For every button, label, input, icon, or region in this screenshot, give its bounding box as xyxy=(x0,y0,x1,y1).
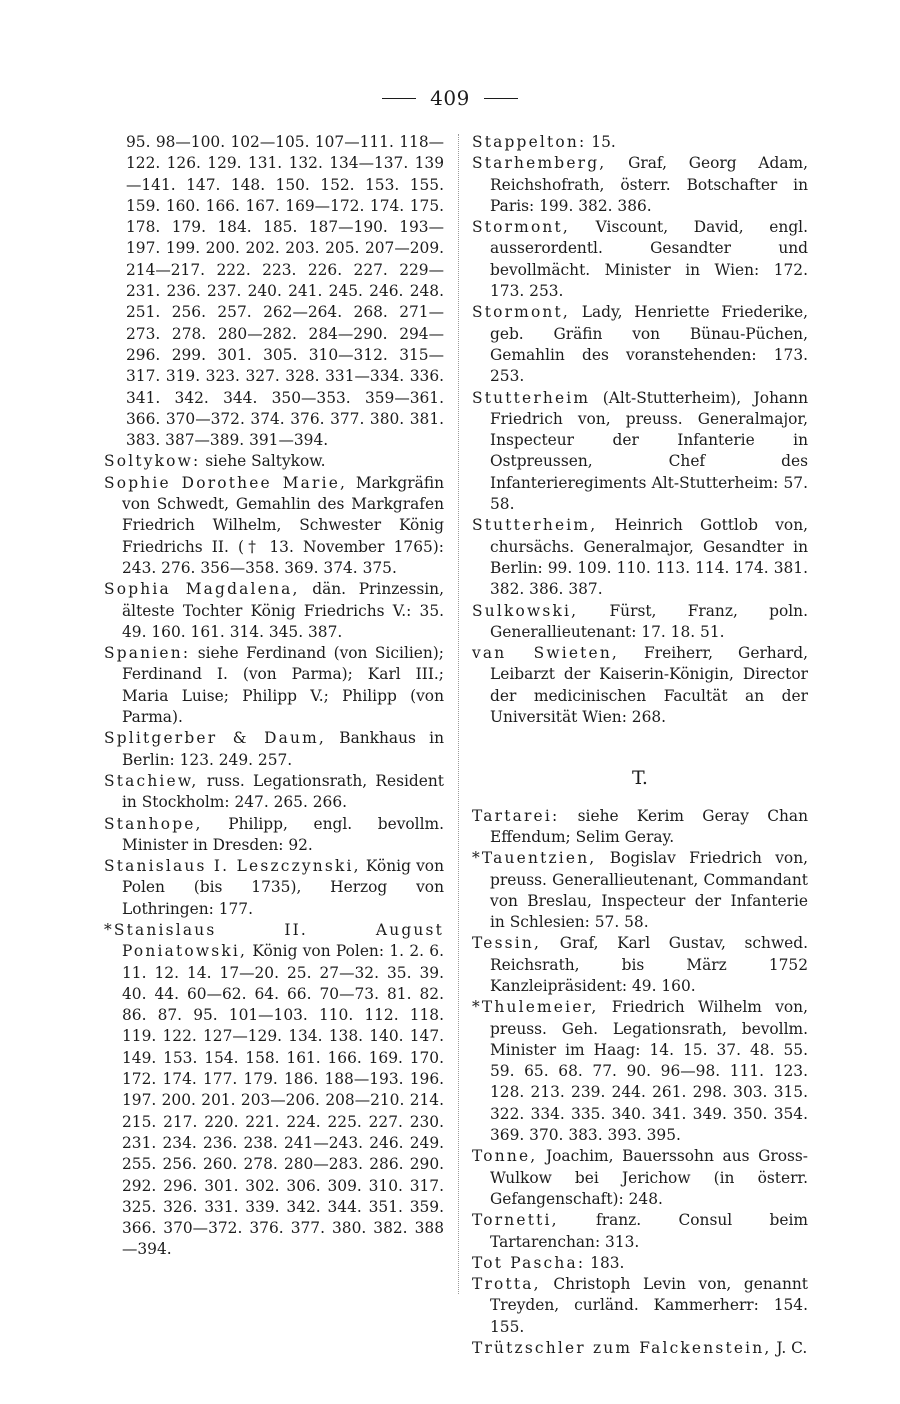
entry-headword: Stutterheim xyxy=(472,388,591,407)
entry-text: 15. xyxy=(591,133,616,151)
index-entry xyxy=(472,1253,808,1274)
index-entry xyxy=(472,1338,808,1359)
entry-headword: Stormont, xyxy=(472,303,571,322)
index-entry xyxy=(104,728,444,771)
entry-text: Graf, Georg Adam, Reichshofrath, österr. Botschafter in Paris: 199. 382. 386. xyxy=(490,154,808,215)
header-rule-left xyxy=(382,98,416,99)
index-entry xyxy=(472,515,808,600)
entry-text: Philipp, engl. bevollm. Minister in Dresden: 92. xyxy=(122,814,444,854)
index-entry xyxy=(472,388,808,516)
index-entry xyxy=(104,920,444,1261)
entry-text: Lady, Henriette Friederike, geb. Gräfin von Bünau-Püchen, Gemahlin des voranstehenden: 173. 253. xyxy=(490,303,808,386)
entry-text: Bogislav Friedrich von, preuss. Generallieutenant, Commandant von Breslau, Inspecteur der Infanterie in Schlesien: 57. 58. xyxy=(490,849,808,932)
entry-text: Fürst, Franz, poln. Generallieutenant: 17. 18. 51. xyxy=(490,601,808,641)
entry-text: König von Polen: 1. 2. 6. 11. 12. 14. 17—20. 25. 27—32. 35. 39. 40. 44. 60—62. 64. 66. 70—73. 81. 82. 86. 87. 95. 101—103. 110. 112. 118. 119. 122. 127—129. 134. 138. 140. 147. 149. 153. 154. 158. 161. 166. 169. 170. 172. 174. 177. 179. 186. 188—193. 196. 197. 200. 201. 203—206. 208—210. 214. 215. 217. 220. 221. 224. 225. 227. 230. 231. 234. 236. 238. 241—243. 246. 249. 255. 256. 260. 278. 280—283. 286. 290. 292. 296. 301. 302. 306. 309. 310. 317. 325. 326. 331. 339. 342. 344. 351. 359. 366. 370—372. 376. 377. 380. 382. 388—394. xyxy=(122,942,444,1259)
index-entry xyxy=(472,302,808,387)
entry-headword: Sulkowski, xyxy=(472,601,579,620)
entry-headword: Soltykow: xyxy=(104,452,201,471)
entry-text: siehe Ferdinand (von Sicilien); Ferdinand I. (von Parma); Karl III.; Maria Luise; Philipp V.; Philipp (von Parma). xyxy=(122,644,444,727)
entry-headword: Tonne, xyxy=(472,1147,538,1166)
index-entry xyxy=(104,814,444,857)
header-rule-right xyxy=(484,98,518,99)
left-entry-list xyxy=(104,451,444,1260)
entry-headword: Trützschler zum Falckenstein, xyxy=(472,1339,772,1358)
left-column xyxy=(104,132,444,1261)
entry-text: König von Polen (bis 1735), Herzog von Lothringen: 177. xyxy=(122,857,444,918)
entry-headword: Tornetti, xyxy=(472,1211,559,1230)
index-entry xyxy=(472,132,808,153)
entry-text: Heinrich Gottlob von, chursächs. Generalmajor, Gesandter in Berlin: 99. 109. 110. 113. 114. 174. 381. 382. 386. 387. xyxy=(490,516,808,599)
entry-headword: Trotta, xyxy=(472,1275,541,1294)
index-entry xyxy=(104,579,444,643)
index-entry xyxy=(472,643,808,728)
entry-headword: Stormont, xyxy=(472,218,571,237)
entry-text: siehe Kerim Geray Chan Effendum; Selim Geray. xyxy=(490,806,808,846)
entry-headword: van Swieten, xyxy=(472,644,620,663)
column-divider xyxy=(458,134,459,1294)
page-number: 409 xyxy=(430,86,470,110)
entry-text: Bankhaus in Berlin: 123. 249. 257. xyxy=(122,729,444,769)
entry-text: Christoph Levin von, genannt Treyden, curländ. Kammerherr: 154. 155. xyxy=(490,1275,808,1336)
entry-text: Graf, Karl Gustav, schwed. Reichsrath, bis März 1752 Kanzleipräsident: 49. 160. xyxy=(490,934,808,995)
entry-headword: *Tauentzien, xyxy=(472,849,597,868)
index-entry xyxy=(104,643,444,728)
entry-headword: Sophia Magdalena, xyxy=(104,580,300,599)
entry-headword: Spanien: xyxy=(104,644,191,663)
entry-text: franz. Consul beim Tartarenchan: 313. xyxy=(490,1211,808,1251)
entry-headword: Tartarei: xyxy=(472,806,560,825)
index-entry xyxy=(104,771,444,814)
index-entry xyxy=(472,1146,808,1210)
index-entry xyxy=(104,451,444,472)
entry-headword: Stanislaus I. Leszczynski, xyxy=(104,857,361,876)
entry-headword: Stachiew, xyxy=(104,771,199,790)
entry-text: Freiherr, Gerhard, Leibarzt der Kaiserin-Königin, Director der medicinischen Facultät an der Universität Wien: 268. xyxy=(490,644,808,727)
index-entry xyxy=(472,1210,808,1253)
index-entry xyxy=(472,601,808,644)
entry-text: 183. xyxy=(590,1253,625,1272)
index-entry xyxy=(104,856,444,920)
index-entry xyxy=(472,848,808,933)
right-entry-list xyxy=(472,132,808,728)
section-letter: T. xyxy=(632,767,648,790)
entry-text: (Alt-Stutterheim), Johann Friedrich von, preuss. Generalmajor, Inspecteur der Infanterie in Ostpreussen, Chef des Infanterieregiments Alt-Stutterheim: 57. 58. xyxy=(490,388,808,514)
t-entry-list xyxy=(472,806,808,1360)
entry-text: Markgräfin von Schwedt, Gemahlin des Markgrafen Friedrich Wilhelm, Schwester König Friedrichs II. († 13. November 1765): 243. 276. 356—358. 369. 374. 375. xyxy=(122,473,444,577)
entry-text: Viscount, David, engl. ausserordentl. Gesandter und bevollmächt. Minister in Wien: 172. 173. 253. xyxy=(490,218,808,301)
entry-headword: Splitgerber & Daum, xyxy=(104,729,326,748)
entry-text: Friedrich Wilhelm von, preuss. Geh. Legationsrath, bevollm. Minister im Haag: 14. 15. 37. 48. 55. 59. 65. 68. 77. 90. 96—98. 111. 123. 128. 213. 239. 244. 261. 298. 303. 315. 322. 334. 335. 340. 341. 349. 350. 354. 369. 370. 383. 393. 395. xyxy=(490,998,808,1145)
index-entry xyxy=(472,933,808,997)
entry-text: russ. Legationsrath, Resident in Stockholm: 247. 265. 266. xyxy=(122,771,444,812)
entry-headword: *Thulemeier, xyxy=(472,998,599,1017)
entry-text: dän. Prinzessin, älteste Tochter König Friedrichs V.: 35. 49. 160. 161. 314. 345. 387. xyxy=(122,580,444,641)
index-entry xyxy=(472,997,808,1146)
entry-headword: *Stanislaus II. August Poniatowski, xyxy=(104,920,444,961)
index-entry xyxy=(472,806,808,849)
entry-headword: Stutterheim, xyxy=(472,516,598,535)
entry-text: J. C. xyxy=(776,1339,808,1358)
entry-headword: Tot Pascha: xyxy=(472,1253,586,1272)
right-column xyxy=(472,132,808,1359)
entry-text: Joachim, Bauerssohn aus Gross-Wulkow bei Jerichow (in österr. Gefangenschaft): 248. xyxy=(490,1147,808,1208)
entry-headword: Sophie Dorothee Marie, xyxy=(104,473,348,492)
entry-headword: Stappelton: xyxy=(472,133,587,151)
index-entry xyxy=(472,217,808,302)
page-header xyxy=(0,86,900,110)
index-entry xyxy=(472,153,808,217)
index-entry xyxy=(472,1274,808,1338)
entry-headword: Starhemberg, xyxy=(472,154,607,173)
entry-headword: Stanhope, xyxy=(104,814,203,833)
entry-text: siehe Saltykow. xyxy=(205,452,326,471)
entry-headword: Tessin, xyxy=(472,934,542,953)
continuation-numbers: 95. 98—100. 102—105. 107—111. 118—122. 126. 129. 131. 132. 134—137. 139—141. 147. 148. 150. 152. 153. 155. 159. 160. 166. 167. 169—172. 174. 175. 178. 179. 184. 185. 187—190. 193—197. 199. 200. 202. 203. 205. 207—209. 214—217. 222. 223. 226. 227. 229—231. 236. 237. 240. 241. 245. 246. 248. 251. 256. 257. 262—264. 268. 271—273. 278. 280—282. 284—290. 294—296. 299. 301. 305. 310—312. 315—317. 319. 323. 327. 328. 331—334. 336. 341. 342. 344. 350—353. 359—361. 366. 370—372. 374. 376. 377. 380. 381. 383. 387—389. 391—394. xyxy=(126,133,444,450)
index-entry xyxy=(104,473,444,579)
